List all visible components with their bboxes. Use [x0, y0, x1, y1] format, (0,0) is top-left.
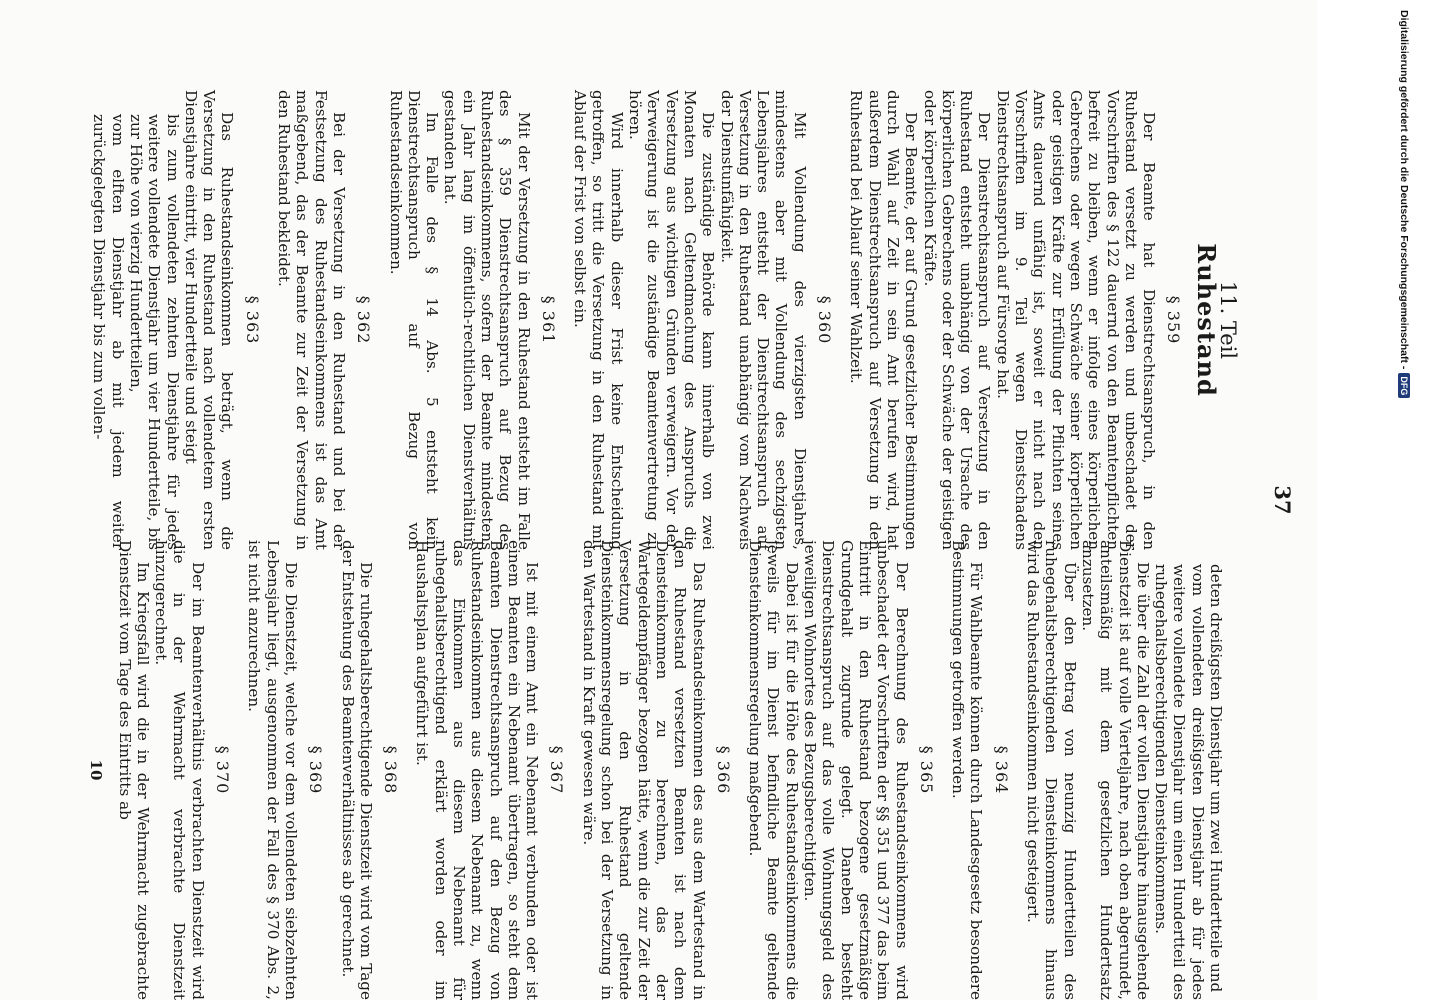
paragraph: Das Ruhestandseinkommen beträgt, wenn die Versetzung in den Ruhestand nach vollendetem ersten Dienstjahre eintritt, vier Hundertteile und steigt — [181, 90, 237, 550]
digitization-credit — [1375, 10, 1434, 990]
list-item: vom vollendeten dreißigsten Dienstjahr ab für jedes weitere vollendete Dienstjahr um einen Hundertteil des ruhegehaltsberechtigenden Diensteinkommens. — [1152, 564, 1207, 1000]
section-361 — [386, 90, 557, 550]
section-367 — [413, 540, 565, 1000]
paragraph: Im Falle des § 14 Abs. 5 entsteht kein Dienstrechtsanspruch auf Bezug von Ruhestandseinkommen. — [386, 90, 442, 550]
dfg-logo-icon: DFG — [1398, 373, 1410, 398]
paragraph: Mit der Versetzung in den Ruhestand entsteht im Falle des § 359 Dienstrechtsanspruch auf Bezug des Ruhestandseinkommens, sofern der Beamte mindestens ein Jahr lang im öffentlich-rechtlichen Dienstverhältnis gestanden hat. — [441, 90, 533, 550]
section-369 — [245, 540, 324, 1000]
section-heading: § 365 — [916, 745, 936, 795]
paragraph: Mit Vollendung des vierzigsten Dienstjahres, mindestens aber mit Vollendung des sechzigsten Lebensjahres entsteht der Dienstrechtsanspruch auf Versetzung in den Ruhestand unabhängig vom Nachweis der Dienstunfähigkeit. — [717, 90, 809, 550]
paragraph: Die Dienstzeit, welche vor dem vollendeten siebzehnten Lebensjahr liegt, ausgenommen der Fall des § 370 Abs. 2, ist nicht anzurechnen. — [245, 540, 300, 1000]
section-heading: § 367 — [547, 745, 567, 795]
list-item: vom elften Dienstjahr ab mit jedem weiter zurückgelegten Dienstjahr bis zum vollen- — [90, 114, 127, 550]
list-item: bis zum vollendeten zehnten Dienstjahre für jedes weitere vollendete Dienstjahr um vier Hundertteile, bis zur Höhe von vierzig Hundertteilen, — [126, 114, 182, 550]
paragraph: Das Ruhestandseinkommen des aus dem Wartestand in den Ruhestand versetzten Beamten ist nach dem Diensteinkommen zu berechnen, das der Wartegeldempfänger bezogen hätte, wenn die zur Zeit der Versetzung in den Ruhestand geltende Diensteinkommensregelung schon bei der Versetzung in den Wartestand in Kraft gewesen wäre. — [579, 540, 708, 1000]
section-362 — [275, 90, 372, 550]
paragraph: Die zuständige Behörde kann innerhalb von zwei Monaten nach Geltendmachung des Anspruchs die Versetzung aus wichtigen Gründen verweigern. Vor der Verweigerung ist die zuständige Beamtenvertretung zu hören. — [626, 90, 718, 550]
paragraph: Dabei ist für die Höhe des Ruhestandseinkommens die jeweils für im Dienst befindliche Beamte geltende Diensteinkommensregelung maßgebend. — [746, 540, 801, 1000]
section-heading: § 366 — [713, 745, 733, 795]
paragraph: Die über die Zahl der vollen Dienstjahre hinausgehende Dienstzeit ist auf volle Vierteljahre, nach oben abgerundet, anteilsmäßig mit dem gesetzlichen Hundertsatz anzusetzen. — [1078, 540, 1152, 1000]
section-heading: § 364 — [991, 745, 1011, 795]
section-359 — [847, 90, 1182, 550]
section-364 — [949, 540, 1010, 1000]
section-370 — [115, 540, 231, 1000]
paragraph: Bei der Versetzung in den Ruhestand und bei der Festsetzung des Ruhestandseinkommens ist das Amt maßgebend, das der Beamte zur Zeit der Versetzung in den Ruhestand bekleidet. — [275, 90, 348, 550]
paragraph: Wird innerhalb dieser Frist keine Entscheidung getroffen, so tritt die Versetzung in den Ruhestand mit Ablauf der Frist von selbst ein. — [571, 90, 626, 550]
paragraph: Der Beamte hat Dienstrechtsanspruch, in den Ruhestand versetzt zu werden und unbeschadet der Vorschriften des § 122 dauernd von den Beamtenpflichten befreit zu bleiben, wenn er infolge eines körperlichen Gebrechens oder wegen Schwäche seiner körperlichen oder geistigen Kräfte zur Erfüllung der Pflichten seines Amts dauernd unfähig ist, soweit er nicht nach den Vorschriften im 9. Teil wegen Dienstschadens Dienstrechtsanspruch auf Fürsorge hat. — [993, 90, 1159, 550]
paragraph: Der Dienstrechtsanspruch auf Versetzung in den Ruhestand entsteht unabhängig von der Ursache des körperlichen Gebrechens oder der Schwäche der geistigen oder körperlichen Kräfte. — [920, 90, 994, 550]
paragraph: Ist mit einem Amt ein Nebenamt verbunden oder ist einem Beamten ein Nebenamt übertragen, so steht dem Beamten Dienstrechtsanspruch auf den Bezug von Ruhestandseinkommen aus diesem Nebenamt zu, wenn das Einkommen aus diesem Nebenamt für ruhegehaltsberechtigend erklärt worden oder im Haushaltsplan aufgeführt ist. — [413, 540, 542, 1000]
paragraph: Im Kriegsfall wird die in der Wehrmacht zugebrachte Dienstzeit vom Tage des Eintritts ab — [115, 540, 152, 1000]
section-heading: § 362 — [354, 295, 374, 345]
section-360 — [571, 90, 833, 550]
section-heading: § 359 — [1164, 295, 1184, 345]
section-363 — [90, 90, 261, 550]
paragraph: Der Beamte, der auf Grund gesetzlicher Bestimmungen durch Wahl auf Zeit in sein Amt berufen wird, hat außerdem Dienstrechtsanspruch auf Versetzung in den Ruhestand bei Ablauf seiner Wahlzeit. — [847, 90, 921, 550]
page-number: 37 — [1270, 485, 1295, 515]
part-number: 11. Teil — [1216, 280, 1240, 360]
part-title: Ruhestand — [1191, 243, 1221, 397]
section-heading: § 360 — [815, 295, 835, 345]
section-heading: § 361 — [538, 295, 558, 345]
paragraph: Der im Beamtenverhältnis verbrachten Dienstzeit wird die in der Wehrmacht verbrachte Dienstzeit hinzugerechnet. — [152, 540, 207, 1000]
section-368 — [338, 540, 399, 1000]
right-column — [87, 540, 1225, 1000]
left-column — [90, 90, 1240, 550]
paragraph: Die ruhegehaltsberechtigende Dienstzeit wird vom Tage der Entstehung des Beamtenverhältnisses ab gerechnet. — [338, 540, 375, 1000]
paragraph: Über den Betrag von neunzig Hundertteilen des ruhegehaltsberechtigenden Diensteinkommens hinaus wird das Ruhestandseinkommen nicht gesteigert. — [1024, 540, 1079, 1000]
paragraph: Der Berechnung des Ruhestandseinkommens wird unbeschadet der Vorschriften der §§ 351 und 377 das beim Eintritt in den Ruhestand bezogene gesetzmäßige Grundgehalt zugrunde gelegt. Daneben besteht Dienstrechtsanspruch auf das volle Wohnungsgeld des jeweiligen Wohnortes des Bezugsberechtigten. — [801, 540, 911, 1000]
section-heading: § 369 — [306, 745, 326, 795]
section-heading: § 363 — [242, 295, 262, 345]
paragraph: Für Wahlbeamte können durch Landesgesetz besondere Bestimmungen getroffen werden. — [949, 540, 986, 1000]
section-365 — [746, 540, 935, 1000]
digitization-note: Digitalisierung gefördert durch die Deutsche Forschungsgemeinschaft - — [1398, 10, 1410, 370]
section-heading: § 370 — [213, 745, 233, 795]
section-heading: § 368 — [381, 745, 401, 795]
list-item: deten dreißigsten Dienstjahr um zwei Hundertteile und — [1207, 564, 1225, 993]
section-366 — [580, 540, 732, 1000]
footer-number: 10 — [87, 759, 106, 781]
